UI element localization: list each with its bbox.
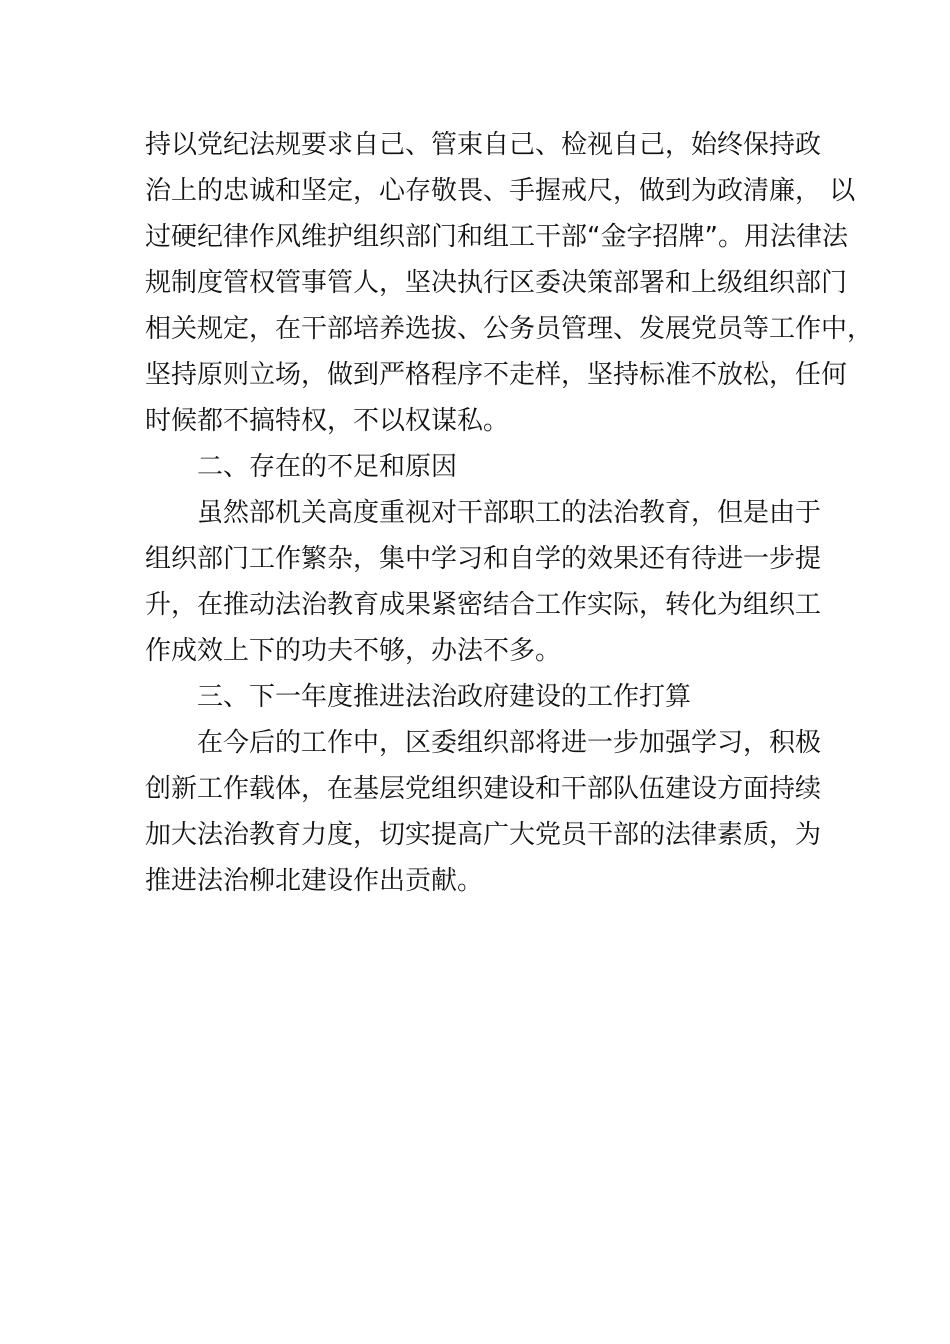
text-line: 作成效上下的功夫不够，办法不多。 — [145, 636, 562, 666]
text-line: 在今后的工作中，区委组织部将进一步加强学习，积极 — [197, 728, 822, 758]
text-line: 坚持原则立场，做到严格程序不走样，坚持标准不放松，任何 — [145, 360, 848, 390]
document-body — [145, 122, 874, 904]
section-heading-3: 三、下一年度推进法治政府建设的工作打算 — [197, 682, 692, 712]
text-line: 持以党纪法规要求自己、管束自己、检视自己，始终保持政 — [145, 130, 822, 160]
text-line: 相关规定，在干部培养选拔、公务员管理、发展党员等工作中， — [145, 314, 874, 344]
paragraph-continuation — [145, 122, 874, 444]
text-line: 过硬纪律作风维护组织部门和组工干部“金字招牌”。用法律法 — [145, 222, 848, 252]
text-line: 规制度管权管事管人，坚决执行区委决策部署和上级组织部门 — [145, 268, 848, 298]
text-line: 推进法治柳北建设作出贡献。 — [145, 866, 484, 896]
text-line: 虽然部机关高度重视对干部职工的法治教育，但是由于 — [197, 498, 822, 528]
text-line: 加大法治教育力度，切实提高广大党员干部的法律素质，为 — [145, 820, 822, 850]
text-line: 创新工作载体，在基层党组织建设和干部队伍建设方面持续 — [145, 774, 822, 804]
text-line: 升，在推动法治教育成果紧密结合工作实际，转化为组织工 — [145, 590, 822, 620]
section-3-paragraph — [145, 720, 835, 904]
text-line: 治上的忠诚和坚定，心存敬畏、手握戒尺，做到为政清廉， 以 — [145, 176, 856, 206]
section-2-paragraph — [145, 490, 835, 674]
section-heading-2: 二、存在的不足和原因 — [197, 452, 458, 482]
text-line: 组织部门工作繁杂，集中学习和自学的效果还有待进一步提 — [145, 544, 822, 574]
text-line: 时候都不搞特权，不以权谋私。 — [145, 406, 510, 436]
